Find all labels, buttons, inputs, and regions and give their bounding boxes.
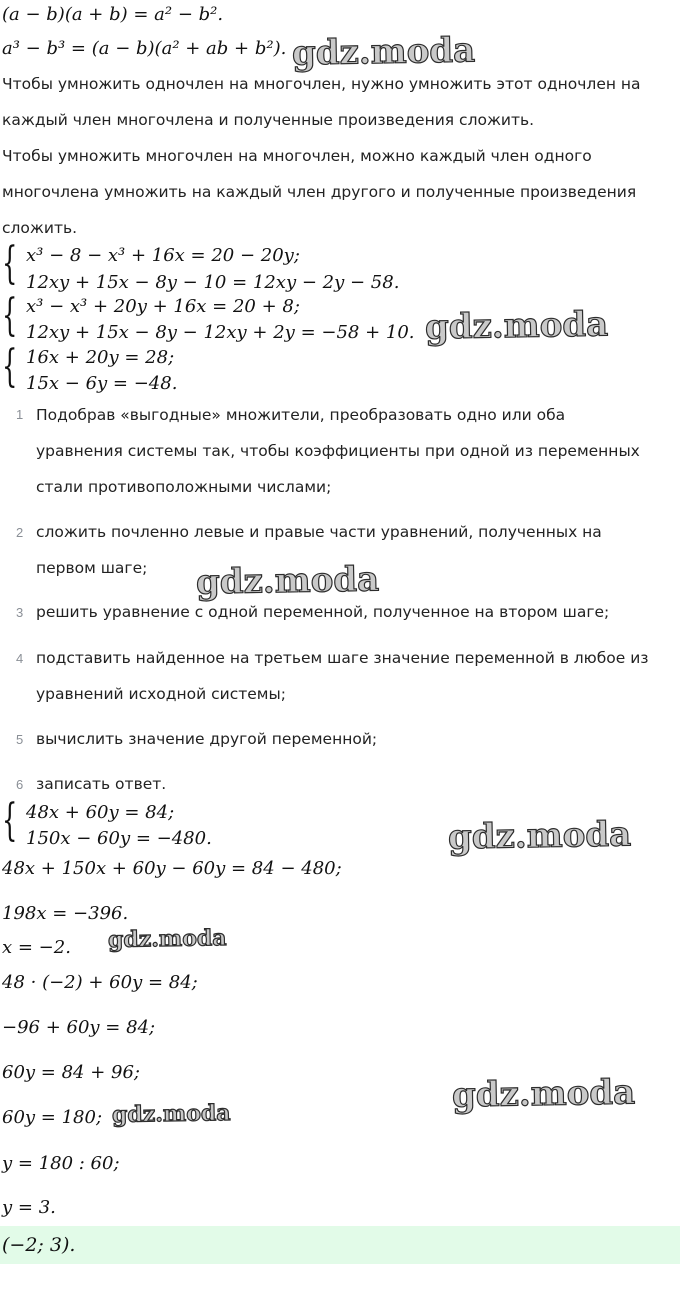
rule-poly-poly-line-2: многочлена умножить на каждый член другого и полученные произведения	[2, 183, 637, 201]
system-brace: {	[2, 795, 18, 846]
step-number: 2	[16, 525, 24, 540]
formula-difference-of-squares: (a − b)(a + b) = a² − b².	[2, 4, 224, 25]
system4-eq2: 150x − 60y = −480.	[26, 828, 212, 849]
watermark: gdz.moda	[111, 1099, 231, 1129]
system3-eq2: 15x − 6y = −48.	[26, 373, 178, 394]
solution-line-6: 60y = 84 + 96;	[2, 1062, 140, 1083]
watermark: gdz.moda	[107, 924, 227, 954]
step-5-line-1: вычислить значение другой переменной;	[36, 730, 378, 748]
system-brace: {	[2, 341, 18, 392]
solution-line-5: −96 + 60y = 84;	[2, 1017, 156, 1038]
formula-difference-of-cubes: a³ − b³ = (a − b)(a² + ab + b²).	[2, 38, 287, 59]
solution-line-1: 48x + 150x + 60y − 60y = 84 − 480;	[2, 858, 342, 879]
system1-eq2: 12xy + 15x − 8y − 10 = 12xy − 2y − 58.	[26, 272, 400, 293]
watermark: gdz.moda	[424, 304, 609, 348]
watermark: gdz.moda	[195, 559, 380, 603]
solution-line-9: y = 3.	[2, 1197, 56, 1218]
rule-mono-poly-line-2: каждый член многочлена и полученные произведения сложить.	[2, 111, 535, 129]
step-number: 4	[16, 651, 24, 666]
solution-line-4: 48 · (−2) + 60y = 84;	[2, 972, 198, 993]
watermark: gdz.moda	[447, 814, 632, 858]
system2-eq1: x³ − x³ + 20y + 16x = 20 + 8;	[26, 296, 300, 317]
step-3-line-1: решить уравнение с одной переменной, полученное на втором шаге;	[36, 603, 610, 621]
step-number: 3	[16, 605, 24, 620]
system1-eq1: x³ − 8 − x³ + 16x = 20 − 20y;	[26, 245, 300, 266]
system-brace: {	[2, 238, 18, 289]
step-4-line-1: подставить найденное на третьем шаге значение переменной в любое из	[36, 649, 649, 667]
step-number: 5	[16, 732, 24, 747]
solution-line-3: x = −2.	[2, 937, 71, 958]
system2-eq2: 12xy + 15x − 8y − 12xy + 2y = −58 + 10.	[26, 322, 415, 343]
system4-eq1: 48x + 60y = 84;	[26, 802, 175, 823]
solution-line-2: 198x = −396.	[2, 903, 129, 924]
step-1-line-3: стали противоположными числами;	[36, 478, 332, 496]
step-2-line-1: сложить почленно левые и правые части уравнений, полученных на	[36, 523, 602, 541]
step-1-line-1: Подобрав «выгодные» множители, преобразовать одно или оба	[36, 406, 566, 424]
rule-poly-poly-line-1: Чтобы умножить многочлен на многочлен, можно каждый член одного	[2, 147, 592, 165]
watermark: gdz.moda	[291, 30, 476, 74]
solution-line-8: y = 180 : 60;	[2, 1153, 120, 1174]
answer: (−2; 3).	[2, 1234, 76, 1256]
step-2-line-2: первом шаге;	[36, 559, 148, 577]
step-1-line-2: уравнения системы так, чтобы коэффициенты при одной из переменных	[36, 442, 640, 460]
rule-mono-poly-line-1: Чтобы умножить одночлен на многочлен, нужно умножить этот одночлен на	[2, 75, 641, 93]
step-6-line-1: записать ответ.	[36, 775, 167, 793]
rule-poly-poly-line-3: сложить.	[2, 219, 78, 237]
step-number: 6	[16, 777, 24, 792]
system3-eq1: 16x + 20y = 28;	[26, 347, 175, 368]
system-brace: {	[2, 290, 18, 341]
step-number: 1	[16, 407, 24, 422]
watermark: gdz.moda	[451, 1072, 636, 1116]
answer-highlight	[0, 1226, 680, 1264]
solution-line-7: 60y = 180;	[2, 1107, 103, 1128]
step-4-line-2: уравнений исходной системы;	[36, 685, 286, 703]
